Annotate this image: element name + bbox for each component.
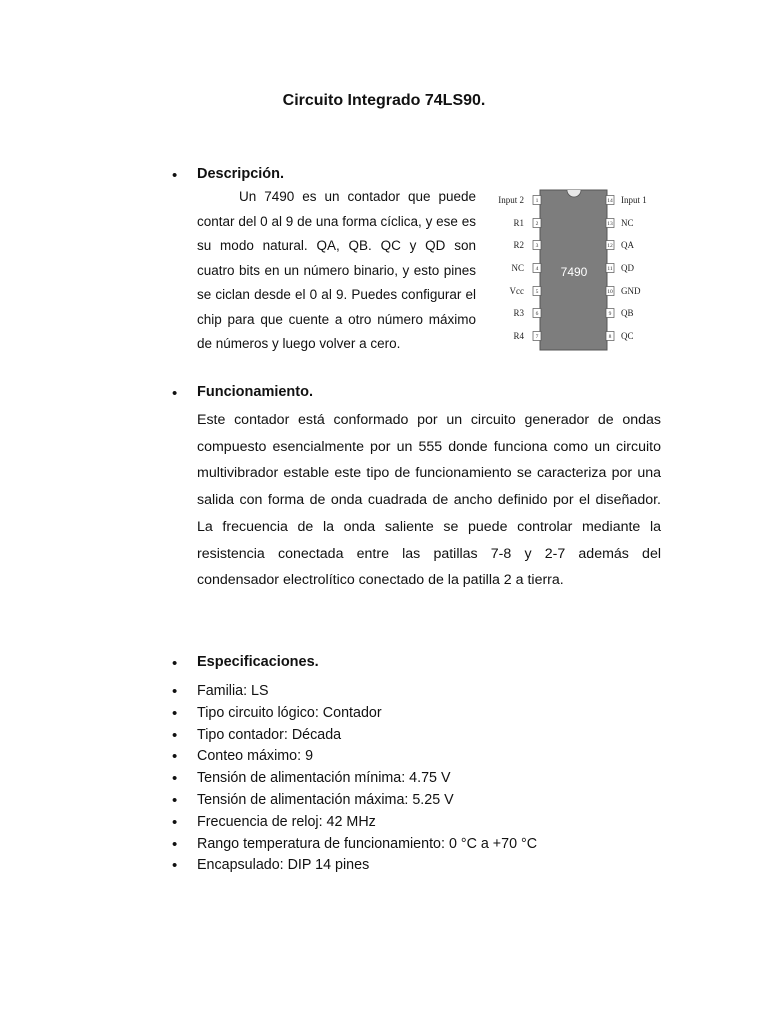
heading-descripcion: Descripción.: [197, 166, 285, 182]
pin-number: 1: [535, 198, 539, 204]
pin-number: 3: [535, 243, 539, 249]
pin-number: 14: [607, 198, 613, 204]
pin-label: QD: [621, 263, 634, 273]
spec-item: • Encapsulado: DIP 14 pines: [172, 855, 537, 877]
pin-label: QB: [621, 308, 634, 318]
pin-number: 11: [607, 266, 613, 272]
heading-especificaciones: Especificaciones.: [197, 654, 319, 670]
pin-number: 7: [535, 334, 539, 340]
spec-item: • Tensión de alimentación mínima: 4.75 V: [172, 768, 537, 790]
spec-item: • Tensión de alimentación máxima: 5.25 V: [172, 790, 537, 812]
pin-number: 12: [607, 243, 613, 249]
bullet-especificaciones: •: [172, 655, 178, 672]
bullet-funcionamiento: •: [172, 385, 178, 402]
pin-label: NC: [621, 218, 634, 228]
pin-label: R1: [513, 218, 524, 228]
descripcion-paragraph: [197, 185, 476, 357]
chip-label: 7490: [560, 265, 588, 279]
pin-label: Input 1: [621, 195, 647, 205]
page-title: Circuito Integrado 74LS90.: [282, 92, 486, 109]
spec-item: • Tipo contador: Década: [172, 725, 537, 747]
pin-label: Vcc: [509, 286, 524, 296]
pin-number: 9: [608, 311, 612, 317]
pin-number: 13: [607, 221, 613, 227]
pin-label: R4: [513, 331, 524, 341]
pin-label: Input 2: [498, 195, 524, 205]
pin-label: R2: [513, 240, 524, 250]
spec-item: • Conteo máximo: 9: [172, 746, 537, 768]
pin-number: 5: [535, 289, 539, 295]
pin-label: R3: [513, 308, 524, 318]
spec-item: • Rango temperatura de funcionamiento: 0 °C a +70 °C: [172, 834, 537, 856]
left-pins: [498, 195, 541, 341]
chip-pinout-diagram: [485, 186, 660, 354]
pin-label: NC: [511, 263, 524, 273]
pin-label: QA: [621, 240, 634, 250]
pin-number: 2: [535, 221, 539, 227]
right-pins: [606, 195, 647, 341]
pin-number: 8: [608, 334, 612, 340]
pin-number: 10: [607, 289, 613, 295]
heading-funcionamiento: Funcionamiento.: [197, 384, 313, 400]
descripcion-text: Un 7490 es un contador que puede contar del 0 al 9 de una forma cíclica, y ese es su modo natural. QA, QB. QC y QD son cuatro bits en un número binario, y esto pines se ciclan desde el 0 al 9. Puedes configurar el chip para que cuente a otro número máximo de números y luego volver a cero.: [197, 189, 476, 351]
pin-label: QC: [621, 331, 634, 341]
bullet-descripcion: •: [172, 167, 178, 184]
pin-label: GND: [621, 286, 641, 296]
specs-list: [172, 681, 537, 877]
spec-item: • Tipo circuito lógico: Contador: [172, 703, 537, 725]
spec-item: • Frecuencia de reloj: 42 MHz: [172, 812, 537, 834]
pin-number: 6: [535, 311, 539, 317]
pin-number: 4: [535, 266, 539, 272]
funcionamiento-paragraph: Este contador está conformado por un circuito generador de ondas compuesto esencialmente por un 555 donde funciona como un circuito multivibrador estable este tipo de funcionamiento se caracteriza por una salida con forma de onda cuadrada de ancho definido por el diseñador. La frecuencia de la onda saliente se puede controlar mediante la resistencia conectada entre las patillas 7-8 y 2-7 además del condensador electrolítico conectado de la patilla 2 a tierra.: [197, 412, 661, 589]
spec-item: • Familia: LS: [172, 681, 537, 703]
